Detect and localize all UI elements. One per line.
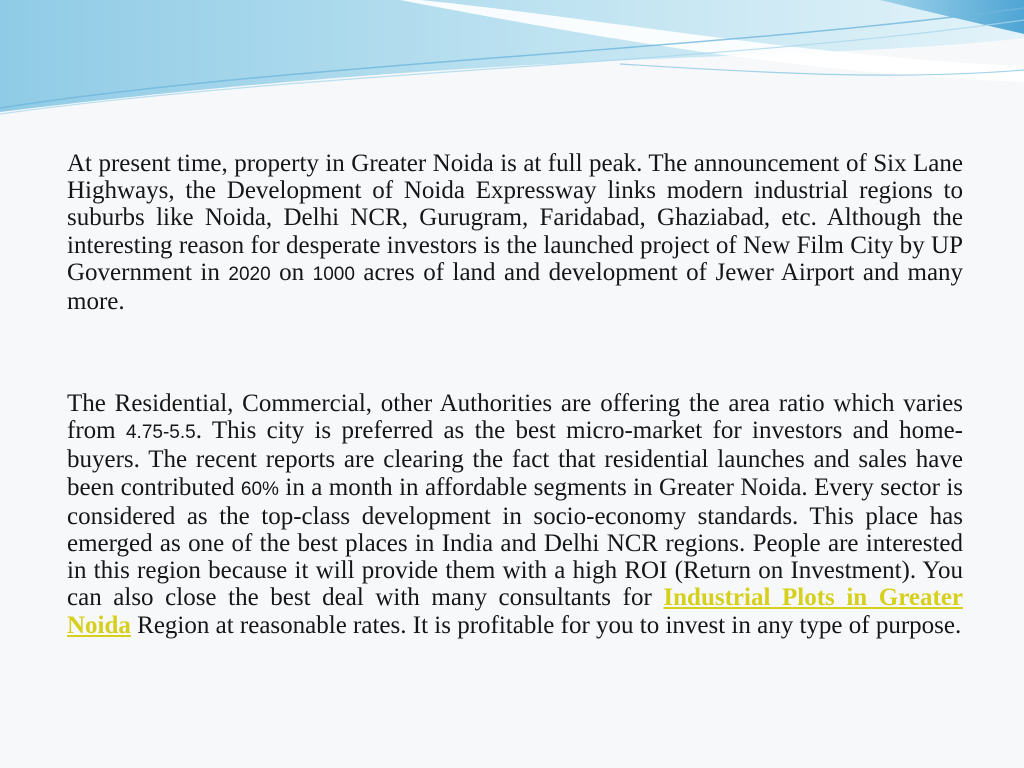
paragraph-1-text-b: on — [279, 258, 305, 286]
paragraph-1 — [67, 150, 963, 315]
top-wave-decoration — [0, 0, 1024, 130]
acres-number: 1000 — [312, 263, 355, 285]
paragraph-2 — [67, 390, 963, 639]
percent-number: 60% — [240, 478, 279, 500]
paragraph-2-text-b: . This city is preferred as the best micro-market for investors and home-buyers. The recent reports are clearing the fact that residential launches and sales have been contributed — [67, 417, 963, 501]
industrial-plots-link[interactable]: Industrial Plots in Greater Noida — [67, 584, 964, 639]
paragraph-2-text-c: in a month in affordable segments in Greater Noida. Every sector is considered as the top-class development in socio-economy standards. This place has emerged as one of the best places in India and Delhi NCR regions. People are interested in this region because it will provide them with a high ROI (Return on Investment). You can also close the best deal with many consultants for — [67, 473, 964, 612]
year-number: 2020 — [228, 263, 271, 285]
paragraph-2-text-d: Region at reasonable rates. It is profitable for you to invest in any type of purpose. — [137, 611, 962, 639]
paragraph-1-text-a: At present time, property in Greater Noida is at full peak. The announcement of Six Lane Highways, the Development of Noida Expressway links modern industrial regions to suburbs like Noida, Delhi NCR, Gurugram, Faridabad, Ghaziabad, etc. Although the interesting reason for desperate investors is the launched project of New Film City by UP Government in — [67, 150, 963, 286]
paragraph-2-text-a: The Residential, Commercial, other Authorities are offering the area ratio which varies from — [67, 390, 963, 445]
area-ratio-number: 4.75-5.5 — [125, 422, 196, 444]
paragraph-1-text-c: acres of land and development of Jewer Airport and many more. — [67, 258, 964, 316]
